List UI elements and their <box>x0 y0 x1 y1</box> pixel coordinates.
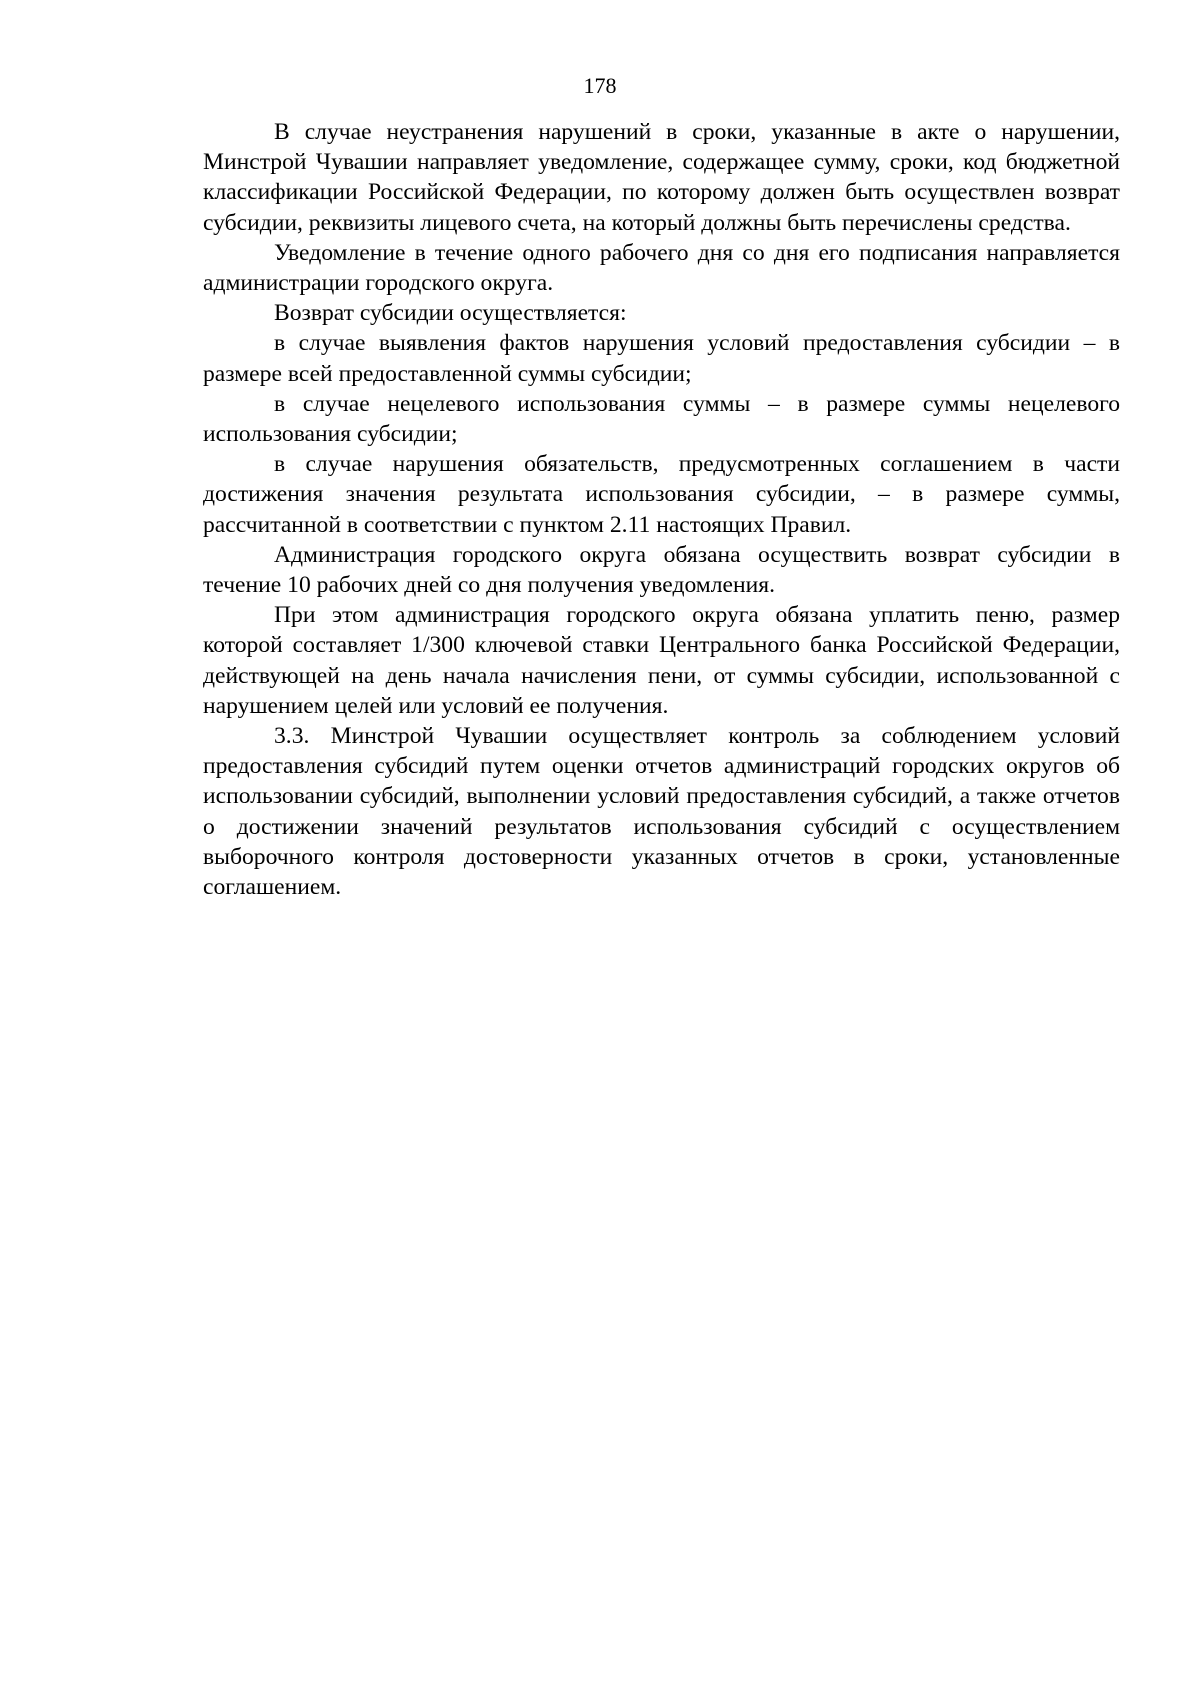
paragraph-penalty: При этом администрация городского округа обязана уплатить пеню, размер которой составляет 1/300 ключевой ставки Центрального банка Российской Федерации, действующей на день начала начисления пени, от суммы субсидии, использованной с нарушением целей или условий ее получения. <box>203 602 1120 719</box>
paragraph-refund-case-violation: в случае выявления фактов нарушения условий предоставления субсидии – в размере всей предоставленной суммы субсидии; <box>203 330 1120 387</box>
paragraph-refund-case-obligations: в случае нарушения обязательств, предусмотренных соглашением в части достижения значения результата использования субсидии, – в размере суммы, рассчитанной в соответствии с пунктом 2.11 настоящих Правил. <box>203 451 1120 538</box>
paragraph-notice-delivery: Уведомление в течение одного рабочего дня со дня его подписания направляется администрации городского округа. <box>203 239 1120 297</box>
paragraph-refund-deadline: Администрация городского округа обязана осуществить возврат субсидии в течение 10 рабочих дней со дня получения уведомления. <box>203 541 1120 599</box>
paragraph-refund-case-misuse: в случае нецелевого использования суммы – в размере суммы нецелевого использования субсидии; <box>203 390 1120 448</box>
page-number: 178 <box>583 73 617 98</box>
paragraph-section-3-3-control: 3.3. Минстрой Чувашии осуществляет контроль за соблюдением условий предоставления субсидий путем оценки отчетов администраций городских округов об использовании субсидий, выполнении условий предоставления субсидий, а также отчетов о достижении значений результатов использования субсидий с осуществлением выборочного контроля достоверности указанных отчетов в сроки, установленные соглашением. <box>203 723 1120 901</box>
paragraph-violation-notice: В случае неустранения нарушений в сроки, указанные в акте о нарушении, Минстрой Чувашии направляет уведомление, содержащее сумму, сроки, код бюджетной классификации Российской Федерации, по которому должен быть осуществлен возврат субсидии, реквизиты лицевого счета, на который должны быть перечислены средства. <box>203 119 1120 236</box>
paragraph-refund-intro: Возврат субсидии осуществляется: <box>274 300 627 327</box>
document-body <box>203 117 1120 902</box>
